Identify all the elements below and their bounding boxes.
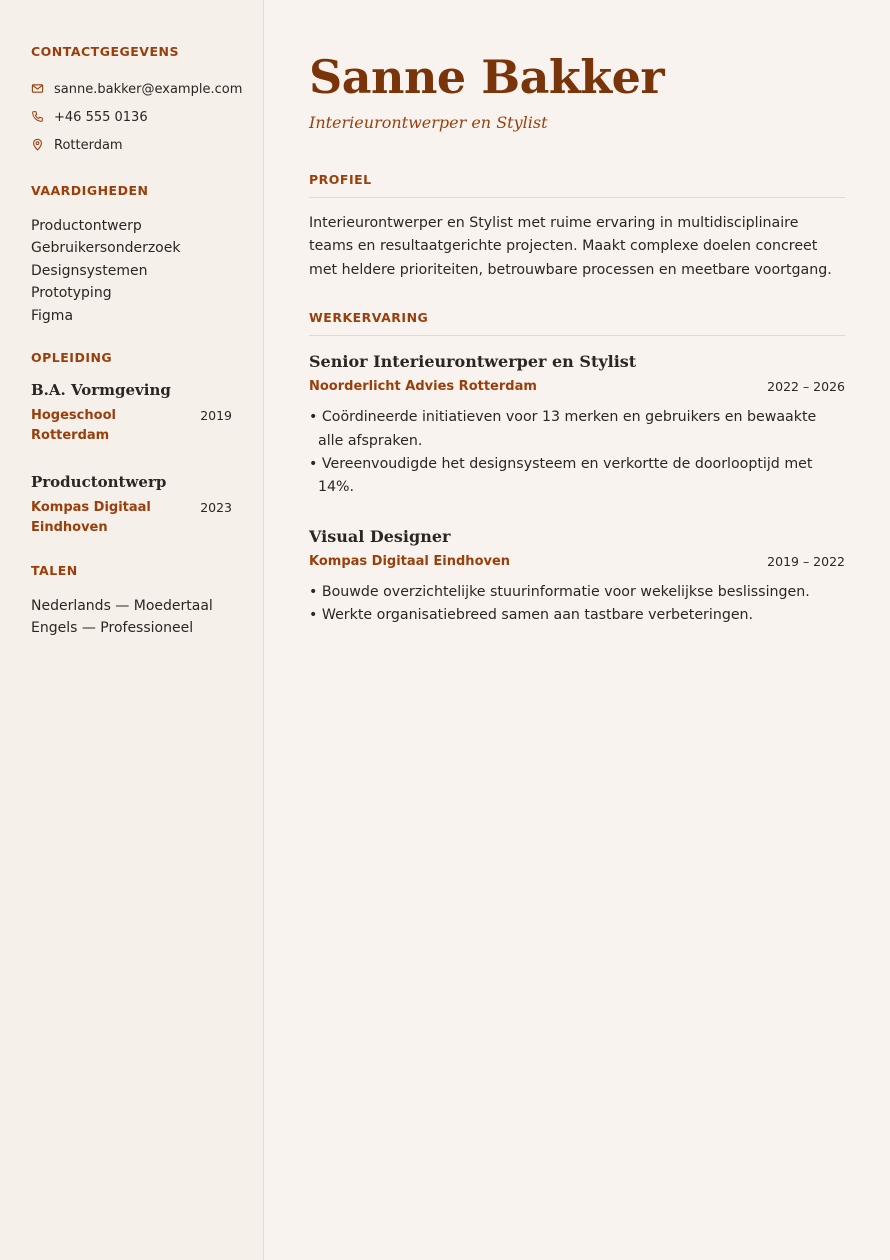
job-bullet: • Coördineerde initiatieven voor 13 merken en gebruikers en bewaakte alle afspraken.: [309, 409, 817, 449]
skill-item: Productontwerp: [31, 218, 142, 234]
education-school: Hogeschool Rotterdam: [31, 408, 116, 444]
skills-list: [31, 215, 263, 327]
languages-list: [31, 595, 263, 640]
education-year: 2019: [200, 408, 232, 424]
job-tagline: Interieurontwerper en Stylist: [309, 113, 548, 132]
job-company: Kompas Digitaal Eindhoven: [309, 553, 511, 569]
sidebar: [0, 0, 264, 1260]
languages-heading: TALEN: [31, 563, 78, 579]
education-degree: B.A. Vormgeving: [31, 381, 171, 400]
job-bullets: [309, 581, 845, 628]
contact-email[interactable]: [31, 75, 263, 103]
contact-phone[interactable]: [31, 103, 263, 131]
skills-heading: VAARDIGHEDEN: [31, 183, 149, 198]
job-bullets: [309, 406, 845, 500]
education-item: [31, 380, 232, 446]
education-heading: OPLEIDING: [31, 350, 113, 366]
skill-item: Gebruikersonderzoek: [31, 240, 181, 257]
education-item: [31, 472, 232, 538]
contact-heading: CONTACTGEGEVENS: [31, 44, 179, 59]
job-title: Senior Interieurontwerper en Stylist: [309, 352, 637, 372]
contact-location: [31, 131, 263, 159]
job-title: Visual Designer: [309, 526, 451, 546]
resume-header: [309, 48, 845, 134]
job-dates: 2019 – 2022: [767, 553, 845, 569]
education-year: 2023: [200, 500, 232, 516]
location-pin-icon: [31, 138, 45, 152]
person-name: Sanne Bakker: [309, 50, 665, 104]
profile-heading: PROFIEL: [309, 172, 845, 198]
phone-icon: [31, 110, 45, 124]
mail-icon: [31, 82, 45, 96]
skills-section: [31, 183, 263, 327]
contact-section: [31, 44, 263, 159]
contact-list: [31, 75, 263, 159]
skill-item: Figma: [31, 307, 74, 324]
phone-text: +46 555 0136: [54, 109, 148, 125]
job-entry: [309, 526, 845, 628]
job-bullet: • Vereenvoudigde het designsysteem en verkortte de doorlooptijd met 14%.: [309, 456, 813, 496]
main-content: [265, 0, 890, 1260]
profile-text: Interieurontwerper en Stylist met ruime ervaring in multidisciplinaire teams en resultaatgerichte projecten. Maakt complexe doelen concreet met heldere prioriteiten, betrouwbare processen en meetbare voortgang.: [309, 215, 832, 278]
location-text: Rotterdam: [54, 137, 123, 153]
job-bullet: • Bouwde overzichtelijke stuurinformatie voor wekelijkse beslissingen.: [309, 583, 810, 600]
job-dates: 2022 – 2026: [767, 379, 845, 395]
languages-section: [31, 563, 263, 640]
experience-section: [309, 310, 845, 627]
education-section: [31, 350, 263, 538]
job-company: Noorderlicht Advies Rotterdam: [309, 379, 537, 395]
skill-item: Designsystemen: [31, 262, 148, 279]
skill-item: Prototyping: [31, 285, 112, 302]
job-bullet: • Werkte organisatiebreed samen aan tastbare verbeteringen.: [309, 607, 754, 624]
email-text: sanne.bakker@example.com: [54, 81, 243, 97]
language-item: Engels — Professioneel: [31, 620, 194, 637]
profile-section: [309, 172, 845, 282]
education-school: Kompas Digitaal Eindhoven: [31, 500, 151, 536]
language-item: Nederlands — Moedertaal: [31, 598, 213, 615]
education-degree: Productontwerp: [31, 473, 167, 492]
job-entry: [309, 351, 845, 500]
experience-heading: WERKERVARING: [309, 310, 845, 336]
